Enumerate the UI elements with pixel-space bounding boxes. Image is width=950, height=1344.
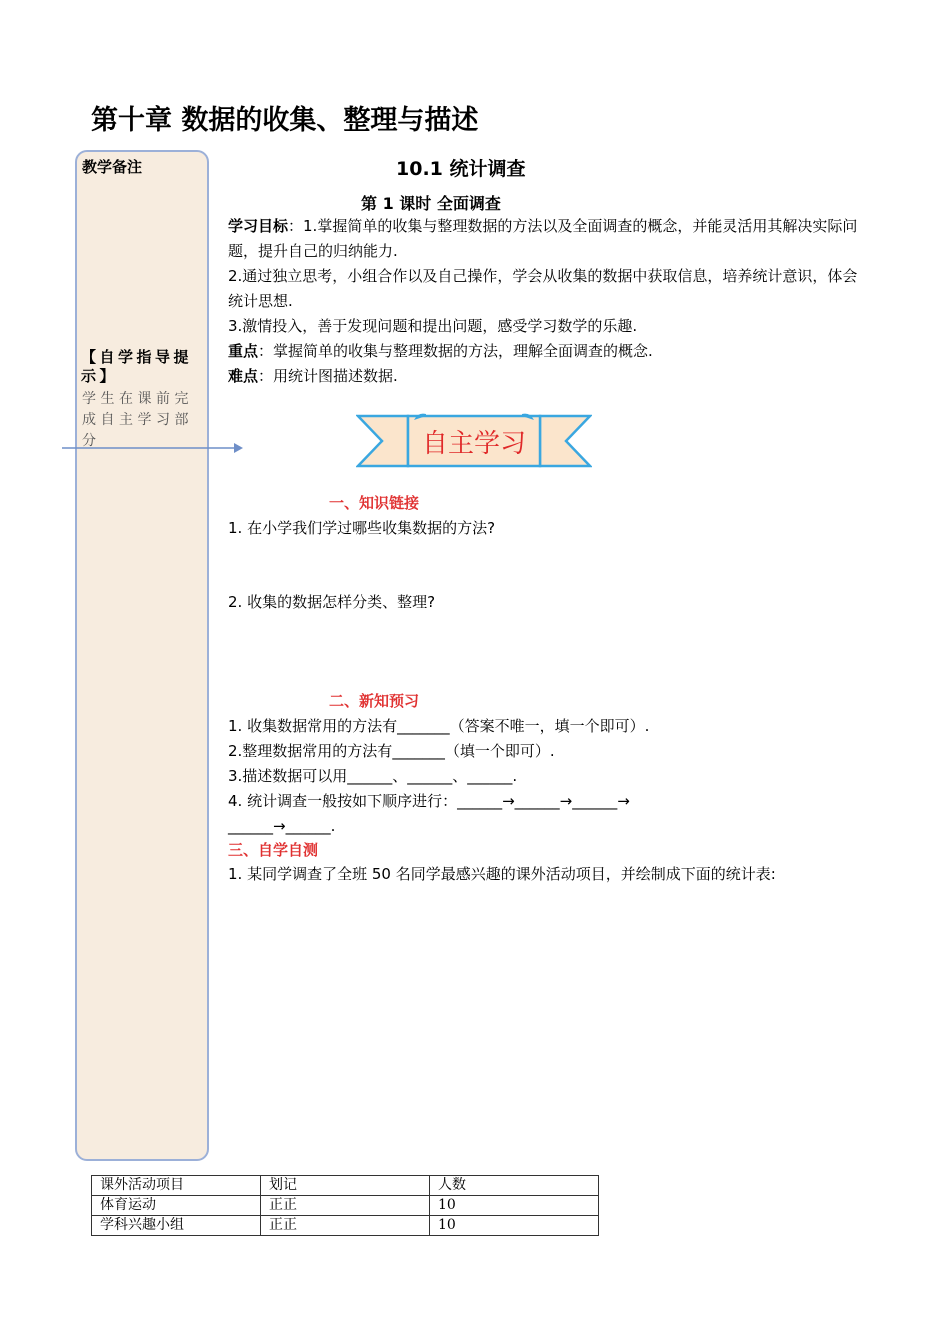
table-header-row bbox=[92, 1176, 599, 1196]
chapter-title: 第十章 数据的收集、整理与描述 bbox=[91, 105, 479, 136]
activity-stats-table bbox=[91, 1175, 599, 1236]
self-study-banner bbox=[356, 410, 592, 472]
key-point bbox=[228, 339, 868, 364]
table-cell: 正正 bbox=[261, 1216, 430, 1236]
table-cell: 学科兴趣小组 bbox=[92, 1216, 261, 1236]
table-row bbox=[92, 1196, 599, 1216]
pointer-arrow-icon bbox=[62, 441, 244, 455]
objective-2: 2.通过独立思考，小组合作以及自己操作，学会从收集的数据中获取信息，培养统计意识，体会统计思想. bbox=[228, 267, 858, 310]
table-header-cell: 划记 bbox=[261, 1176, 430, 1196]
key-point-label: 重点 bbox=[228, 342, 259, 360]
table-header-cell: 人数 bbox=[430, 1176, 599, 1196]
objective-1 bbox=[228, 214, 868, 264]
sidebar-hint-title: 【自学指导提示】 bbox=[81, 348, 193, 385]
preview-q2: 2.整理数据常用的方法有_______（填一个即可）. bbox=[228, 742, 555, 760]
preview-q1: 1. 收集数据常用的方法有_______（答案不唯一，填一个即可）. bbox=[228, 717, 650, 735]
difficulty bbox=[228, 364, 868, 389]
objective-1-text: ：1.掌握简单的收集与整理数据的方法以及全面调查的概念，并能灵活用其解决实际问题，提升自己的归纳能力. bbox=[228, 217, 858, 260]
section-title: 10.1 统计调查 bbox=[396, 158, 526, 180]
knowledge-link-heading: 一、知识链接 bbox=[329, 494, 420, 512]
preview-q4: 4. 统计调查一般按如下顺序进行：______→______→______→ bbox=[228, 792, 630, 810]
table-cell: 正正 bbox=[261, 1196, 430, 1216]
table-cell: 体育运动 bbox=[92, 1196, 261, 1216]
preview-q3: 3.描述数据可以用______、______、______. bbox=[228, 767, 518, 785]
difficulty-text: ：用统计图描述数据. bbox=[258, 367, 398, 385]
knowledge-q2: 2. 收集的数据怎样分类、整理? bbox=[228, 593, 436, 611]
self-test-q1: 1. 某同学调查了全班 50 名同学最感兴趣的课外活动项目，并绘制成下面的统计表: bbox=[228, 865, 776, 883]
objectives-label: 学习目标 bbox=[228, 217, 289, 235]
key-point-text: ：掌握简单的收集与整理数据的方法，理解全面调查的概念. bbox=[258, 342, 653, 360]
sidebar-hint-body: 学生在课前完成自主学习部分 bbox=[82, 391, 193, 449]
objective-3: 3.激情投入，善于发现问题和提出问题，感受学习数学的乐趣. bbox=[228, 317, 638, 335]
difficulty-label: 难点 bbox=[228, 367, 259, 385]
teaching-notes-sidebar bbox=[75, 150, 209, 1161]
banner-text: 自主学习 bbox=[421, 429, 527, 459]
sidebar-title: 教学备注 bbox=[82, 158, 143, 176]
lesson-title: 第 1 课时 全面调查 bbox=[361, 194, 501, 213]
table-row bbox=[92, 1216, 599, 1236]
self-test-heading: 三、自学自测 bbox=[228, 841, 319, 859]
preview-q4-continued: ______→______. bbox=[228, 817, 336, 835]
table-cell: 10 bbox=[430, 1216, 599, 1236]
table-cell: 10 bbox=[430, 1196, 599, 1216]
preview-heading: 二、新知预习 bbox=[329, 692, 420, 710]
table-header-cell: 课外活动项目 bbox=[92, 1176, 261, 1196]
knowledge-q1: 1. 在小学我们学过哪些收集数据的方法? bbox=[228, 519, 496, 537]
